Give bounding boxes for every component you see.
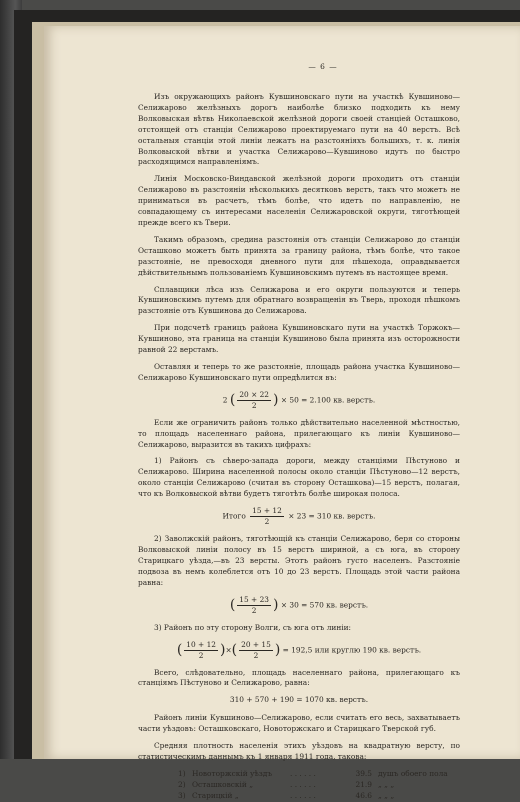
formula-lead: 2 bbox=[222, 395, 228, 405]
table-row: 1) Новоторжскій уѣздъ . . . . . . 39.5 душъ обоего пола bbox=[178, 768, 448, 778]
paragraph-5: При подсчетѣ границъ района Кувшиновскаго пути на участкѣ Торжокъ—Кувшиново, эта граница на станціи Кувшиново была принята изъ осторожности равной 22 верстамъ. bbox=[138, 323, 460, 355]
paragraph-2: Линія Московско-Виндавской желѣзной дороги проходитъ отъ станціи Селижарово въ разстояніи нѣсколькихъ десятковъ верстъ, такъ что можетъ не приниматься въ расчетъ, тѣмъ болѣе, что идетъ по направленію, не совпадающему съ интересами населенія Селижаровской округи, тяготѣющей прежде всего къ Твери. bbox=[138, 174, 460, 227]
paragraph-10: 3) Районъ по эту сторону Волги, съ юга отъ линіи: bbox=[154, 622, 352, 632]
paragraph-4: Сплавщики лѣса изъ Селижарова и его округи пользуются и теперь Кувшиновскимъ путемъ для обратнаго возвращенія въ Тверь, проходя пѣшкомъ разстояніе отъ Кувшинова до Селижарова. bbox=[138, 284, 460, 316]
table-row: 2) Осташковскій „ . . . . . . 21.9 „ „ „ bbox=[178, 779, 395, 789]
density-table bbox=[178, 769, 460, 802]
page-number: — 6 — bbox=[308, 62, 338, 71]
formula-district-3: ( $\frac{10 + 12}{2}$ )×( $\frac{20 + 15}{2}$ ) = 192,5 или круглю 190 кв. верстъ. bbox=[176, 639, 422, 660]
paragraph-8: 1) Районъ съ сѣверо-запада дороги, между станціями Пѣстуново и Селижарово. Ширина населенной полосы около станціи Пѣстуново—12 верстъ, около станціи Селижарово (считая въ сторону Осташкова)—15 верстъ, полагая, что къ Волковыской вѣтви будетъ тяготѣть болѣе широкая полоса. bbox=[138, 456, 460, 499]
paragraph-7: Если же ограничить районъ только дѣйствительно населенной мѣстностью, то площадь населеннаго района, прилегающаго къ линіи Кувшиново—Селижарово, выразится въ такихъ цифрахъ: bbox=[138, 417, 460, 449]
paragraph-3: Такимъ образомъ, средина разстоянія отъ станціи Селижарово до станціи Осташково можетъ быть принята за границу района, тѣмъ болѣе, что такое разстояніе, не превосходя дневного пути для пѣшехода, оправдывается дѣйствительнымъ пользованіемъ Кувшиновскимъ путемъ въ настоящее время. bbox=[138, 234, 460, 277]
paragraph-13: Средняя плотность населенія этихъ уѣздовъ на квадратную версту, по статистическимъ даннымъ къ 1 января 1911 года, такова: bbox=[138, 741, 460, 761]
fraction: $\frac{15 + 23}{2}$ bbox=[239, 594, 269, 615]
formula-result: × 50 = 2.100 кв. верстъ. bbox=[280, 395, 376, 405]
fraction: $\frac{20 \times 22}{2}$ bbox=[239, 389, 270, 410]
text-flow bbox=[138, 92, 460, 802]
formula-district-2: ( $\frac{15 + 23}{2}$ ) × 30 = 570 кв. верстъ. bbox=[229, 594, 369, 615]
paragraph-1: Изъ окружающихъ районъ Кувшиновскаго пути на участкѣ Кувшиново—Селижарово желѣзныхъ дорогъ наиболѣе близко подходить къ нему Волковыская вѣтвь Николаевской желѣзной дороги своей станціей Осташково, отстоящей отъ станціи Селижарово проектируемаго пути на 40 верстъ. Всѣ остальныя станціи этой линіи лежатъ на разстояніяхъ большихъ, т. к. линія Волковыской вѣтви и участка Селижарово—Кувшиново идутъ по быстро расходящимся направленіямъ. bbox=[138, 92, 460, 167]
book-page bbox=[44, 26, 520, 800]
fraction: $\frac{20 + 15}{2}$ bbox=[241, 639, 271, 660]
formula-result: = 192,5 или круглю 190 кв. верстъ. bbox=[282, 645, 422, 655]
table-row: 3) Старицкій „ . . . . . . 46.6 „ „ „ bbox=[178, 790, 395, 800]
formula-area-total: 2 ( $\frac{20 \times 22}{2}$ ) × 50 = 2.100 кв. верстъ. bbox=[222, 389, 376, 410]
formula-lead: Итого bbox=[222, 511, 246, 521]
paragraph-9: 2) Заволжскій районъ, тяготѣющій къ станціи Селижарово, беря со стороны Волковыской линіи полосу въ 15 верстъ шириной, а съ юга, въ сторону Старицкаго уѣзда,—въ 23 версты. Этотъ районъ густо населенъ. Разстояніе подвоза въ немъ колеблется отъ 10 до 23 верстъ. Площадь этой части района равна: bbox=[138, 534, 460, 587]
formula-result: × 23 = 310 кв. верстъ. bbox=[288, 511, 376, 521]
formula-sum: 310 + 570 + 190 = 1070 кв. верстъ. bbox=[229, 695, 369, 705]
paragraph-6: Оставляя и теперь то же разстояніе, площадь района участка Кувшиново—Селижарово Кувшиновскаго пути опредѣлится въ: bbox=[138, 361, 460, 382]
formula-result: × 30 = 570 кв. верстъ. bbox=[280, 600, 369, 610]
fraction: $\frac{10 + 12}{2}$ bbox=[186, 639, 216, 660]
paragraph-12: Районъ линіи Кувшиново—Селижарово, если считать его весь, захватываетъ части уѣздовъ: Осташковскаго, Новоторжскаго и Старицкаго Тверской губ. bbox=[138, 713, 460, 734]
formula-district-1 bbox=[138, 506, 460, 527]
fraction: $\frac{15 + 12}{2}$ bbox=[252, 506, 282, 527]
paragraph-11: Всего, слѣдовательно, площадь населеннаго района, прилегающаго къ станціямъ Пѣстуново и Селижарово, равна: bbox=[138, 667, 460, 688]
